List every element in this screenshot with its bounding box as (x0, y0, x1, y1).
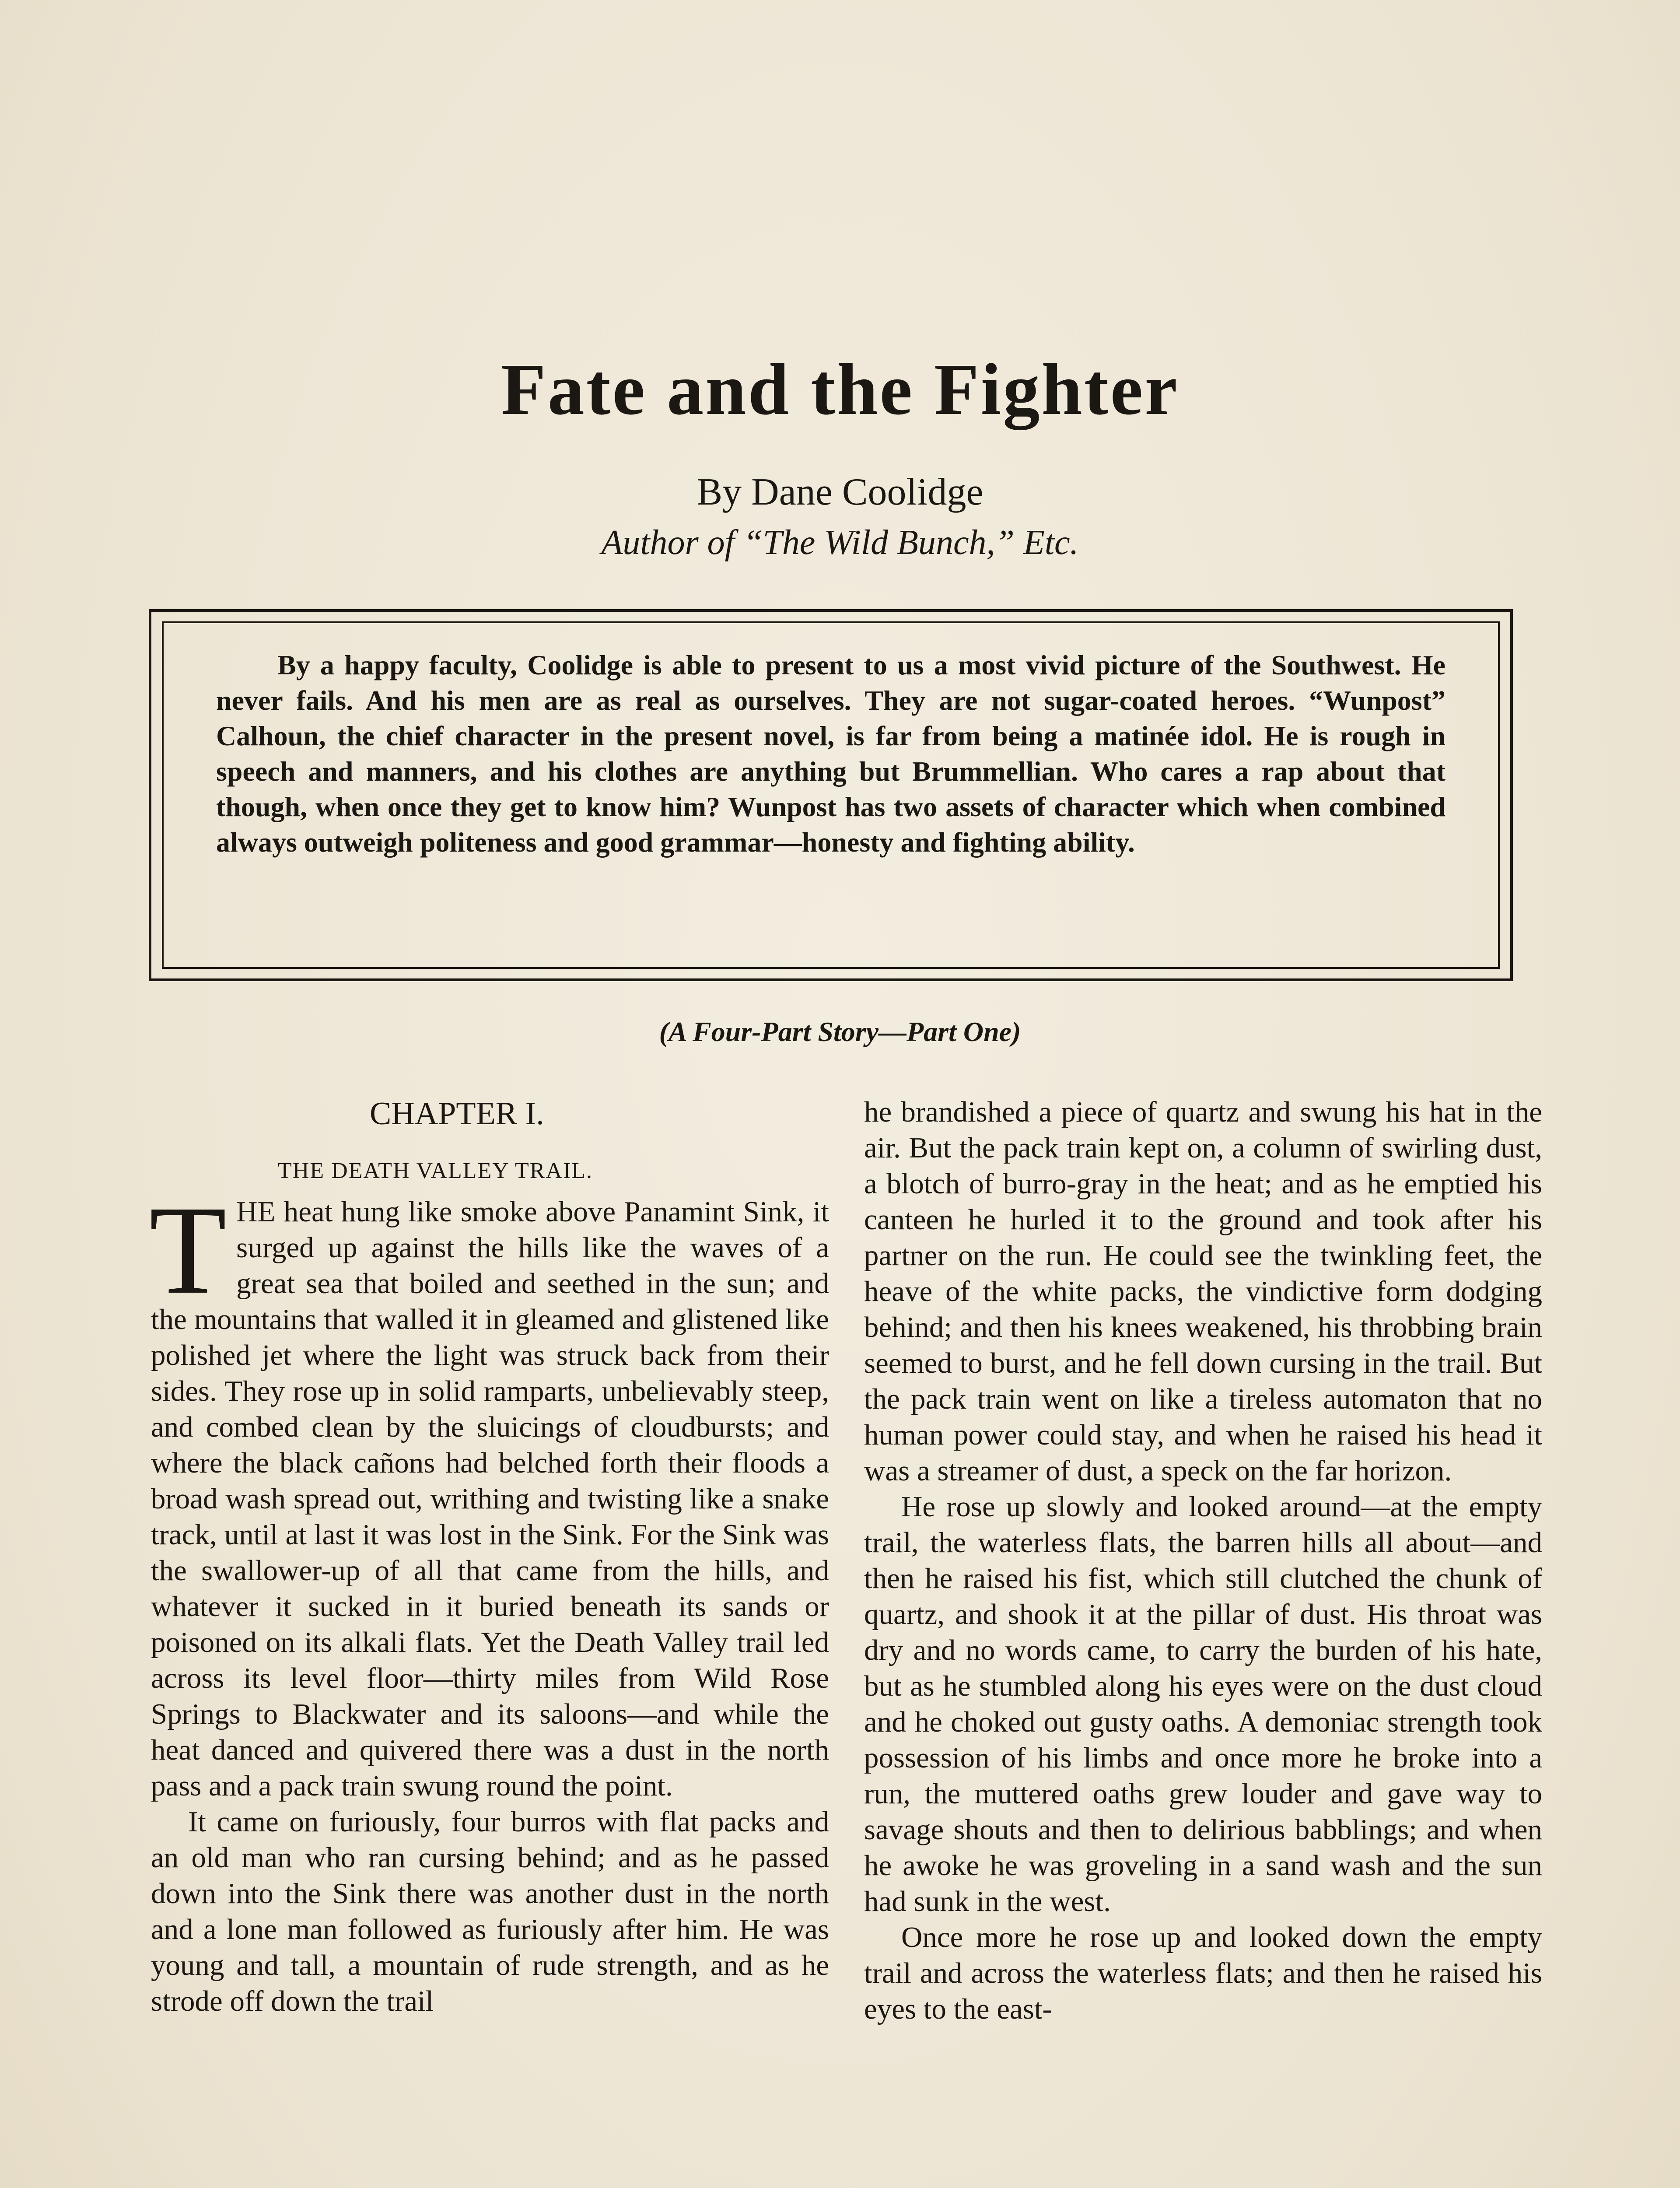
author-note: Author of “The Wild Bunch,” Etc. (601, 523, 1079, 562)
chapter-heading: CHAPTER I. (370, 1096, 544, 1132)
drop-cap: T (149, 1180, 227, 1320)
text-column-left (151, 1094, 829, 2019)
intro-box (162, 621, 1500, 969)
chapter-subheading: THE DEATH VALLEY TRAIL. (278, 1158, 593, 1183)
paragraph-1 (149, 1180, 829, 1804)
paragraph-4: Once more he rose up and looked down the empty trail and across the waterless flats; and then he raised his eyes to the east- (864, 1921, 1542, 2025)
paragraph-3: He rose up slowly and looked around—at the empty trail, the waterless flats, the barren hills all about—and then he raised his fist, which still clutched the chunk of quartz, and shook it at the pillar of dust. His throat was dry and no words came, to carry the burden of his hate, but as he stumbled along his eyes were on the dust cloud and he choked out gusty oaths. A demoniac strength took possession of his limbs and once more he broke into a run, the muttered oaths grew louder and gave way to savage shouts and then to delirious babblings; and when he awoke he was groveling in a sand wash and the sun had sunk in the west. (864, 1490, 1542, 1918)
article-title: Fate and the Fighter (501, 349, 1179, 430)
intro-text: By a happy faculty, Coolidge is able to present to us a most vivid picture of the Southwest. He never fails. And his men are as real as ourselves. They are not sugar-coated heroes. “Wunpost” Calhoun, the chief character in the present novel, is far from being a matinée idol. He is rough in speech and manners, and his clothes are anything but Brummellian. Who cares a rap about that though, when once they get to know him? Wunpost has two assets of character which when combined always outweigh politeness and good grammar—honesty and fighting ability. (216, 649, 1446, 858)
text-column-right (864, 1094, 1542, 2027)
paragraph-2: It came on furiously, four burros with flat packs and an old man who ran cursing behind; and as he passed down into the Sink there was another dust in the north and a lone man followed as furiously after him. He was young and tall, a mountain of rude strength, and as he strode off down the trail (151, 1806, 829, 2017)
article-byline: By Dane Coolidge (696, 471, 984, 513)
story-part-text: (A Four-Part Story—Part One) (659, 1016, 1021, 1047)
paragraph-1-text: HE heat hung like smoke above Panamint Sink, it surged up against the hills like the waves of a great sea that boiled and seethed in the sun; and the mountains that walled it in gleamed and glistened like polished jet where the light was struck back from their sides. They rose up in solid ramparts, unbelievably steep, and combed clean by the sluicings of cloudbursts; and where the black cañons had belched forth their floods a broad wash spread out, writhing and twisting like a snake track, until at last it was lost in the Sink. For the Sink was the swallower-up of all that came from the hills, and whatever it sucked in it buried beneath its sands or poisoned on its alkali flats. Yet the Death Valley trail led across its level floor—thirty miles from Wild Rose Springs to Blackwater and its saloons—and while the heat danced and quivered there was a dust in the north pass and a pack train swung round the point. (151, 1196, 829, 1802)
paragraph-2-continued: he brandished a piece of quartz and swung his hat in the air. But the pack train kept on, a column of swirling dust, a blotch of burro-gray in the heat; and as he emptied his canteen he hurled it to the ground and took after his partner on the run. He could see the twinkling feet, the heave of the white packs, the vindictive form dodging behind; and then his knees weakened, his throbbing brain seemed to burst, and he fell down cursing in the trail. But the pack train went on like a tireless automaton that no human power could stay, and when he raised his head it was a streamer of dust, a speck on the far horizon. (864, 1096, 1542, 1487)
story-part-label (0, 1014, 1680, 1049)
